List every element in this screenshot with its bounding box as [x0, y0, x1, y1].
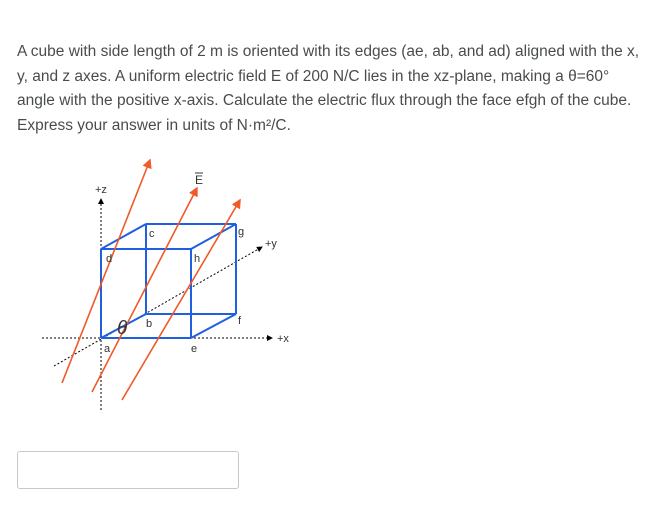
vertex-label-e: e: [191, 343, 198, 355]
vertex-label-f: f: [238, 315, 242, 327]
cube-edge-ef: [191, 314, 236, 338]
vertex-label-c: c: [149, 228, 155, 240]
z-axis-label: +z: [95, 184, 107, 196]
x-axis-label: +x: [277, 333, 289, 345]
vertex-label-a: a: [104, 343, 111, 355]
vertex-label-h: h: [194, 253, 201, 265]
field-lines: [62, 160, 240, 400]
vertex-label-d: d: [106, 253, 113, 265]
field-label: [195, 173, 203, 187]
y-axis-label: +y: [265, 238, 277, 250]
vertex-label-g: g: [238, 226, 245, 238]
field-label-text: E: [195, 173, 204, 187]
vertex-label-b: b: [146, 318, 153, 330]
angle-label: θ: [117, 318, 128, 339]
answer-input[interactable]: [17, 451, 239, 489]
question-text: A cube with side length of 2 m is oriented with its edges (ae, ab, and ad) aligned with the x, y, and z axes. A uniform electric field E of 200 N/C lies in the xz-plane, making a θ=60° angle with the positive x-axis. Calculate the electric flux through the face efgh of the cube. Express your answer in units of N·m²/C.: [17, 43, 640, 134]
